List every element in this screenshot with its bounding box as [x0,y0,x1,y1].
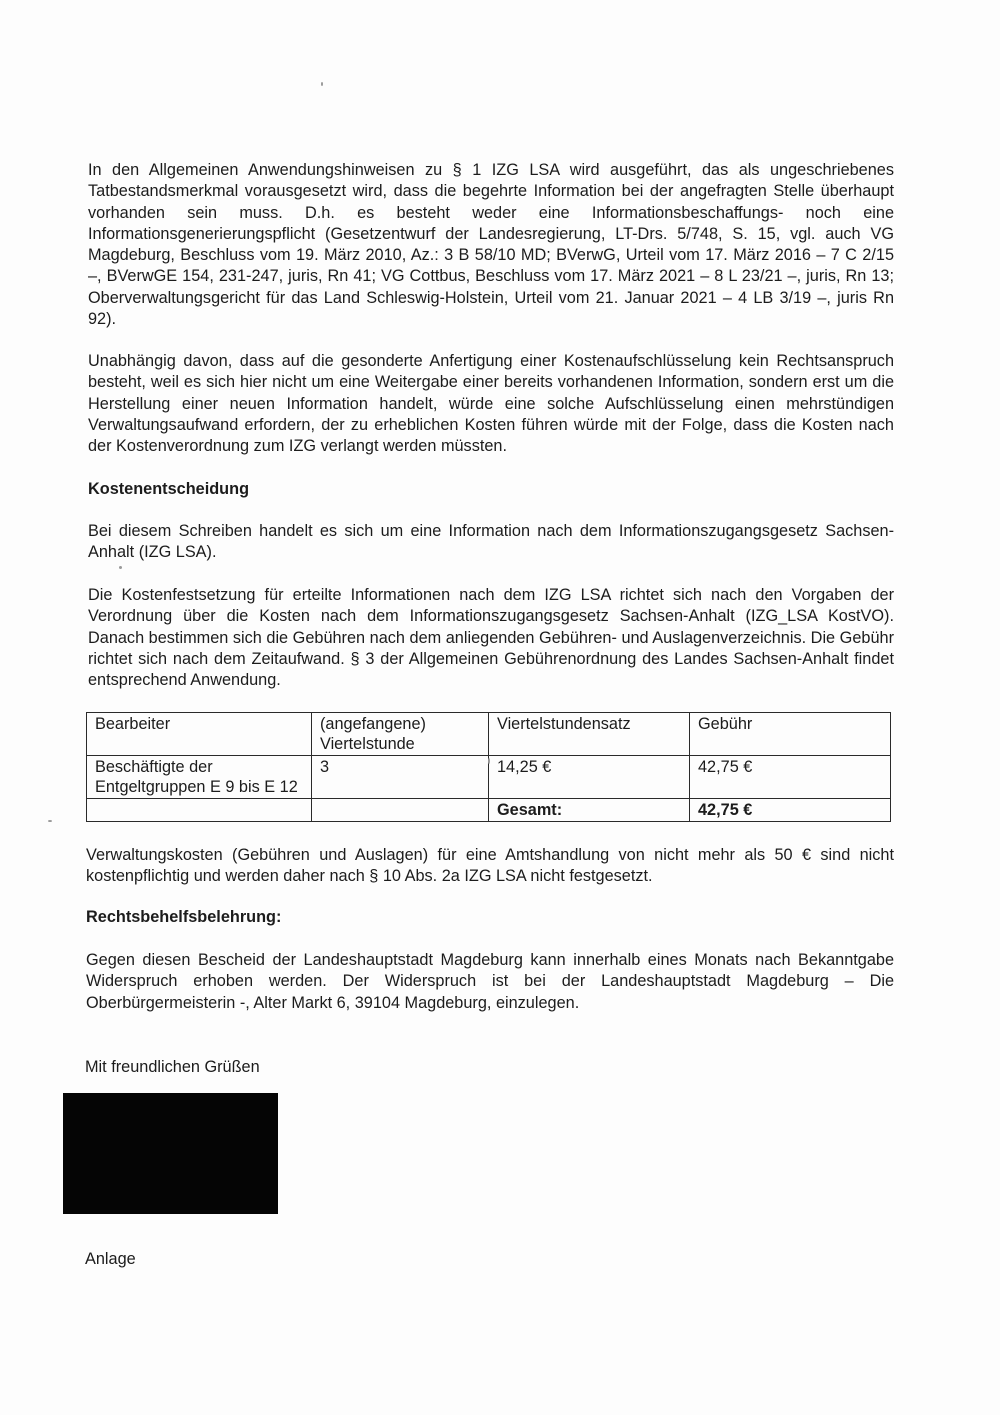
enclosure-label: Anlage [85,1250,136,1268]
cell-viertelstunde: 3 [312,756,489,799]
table-header-row [87,713,891,756]
fee-table [86,712,891,822]
closing-greeting: Mit freundlichen Grüßen [85,1058,260,1076]
paragraph-objection: Gegen diesen Bescheid der Landeshauptstadt Magdeburg kann innerhalb eines Monats nach Bekanntgabe Widerspruch erhoben werden. Der Widerspruch ist bei der Landeshauptstadt Magdeburg – Die Oberbürgermeisterin -, Alter Markt 6, 39104 Magdeburg, einzulegen. [86,951,894,1012]
cell-viertelstundensatz: 14,25 € [489,756,690,799]
heading-rechtsbehelfsbelehrung: Rechtsbehelfsbelehrung: [86,908,282,926]
table-total-row [87,799,891,822]
paragraph-cost-breakdown: Unabhängig davon, dass auf die gesonderte Anfertigung einer Kostenaufschlüsselung kein Rechtsanspruch besteht, weil es sich hier nicht um eine Weitergabe einer bereits vorhandenen Information, sondern erst um die Herstellung einer neuen Information handelt, würde eine solche Aufschlüsselung einen mehrstündigen Verwaltungsaufwand erfordern, der zu erheblichen Kosten führen würde mit der Folge, dass die Kosten nach der Kostenverordnung zum IZG verlangt werden müssten. [88,352,894,456]
scan-speck [321,82,323,86]
header-gebuehr: Gebühr [690,713,891,756]
cell-total-label: Gesamt: [489,799,690,822]
paragraph-information-type: Bei diesem Schreiben handelt es sich um eine Information nach dem Informationszugangsgesetz Sachsen-Anhalt (IZG LSA). [88,522,894,562]
paragraph-izg-hints: In den Allgemeinen Anwendungshinweisen zu § 1 IZG LSA wird ausgeführt, das als ungeschriebenes Tatbestandsmerkmal vorausgesetzt wird, dass die begehrte Information bei der angefragten Stelle überhaupt vorhanden sein muss. D.h. es besteht weder eine Informationsbeschaffungs- noch eine Informationsgenerierungspflicht (Gesetzentwurf der Landesregierung, LT-Drs. 5/748, S. 15, vgl. auch VG Magdeburg, Beschluss vom 19. März 2010, Az.: 3 B 58/10 MD; BVerwG, Urteil vom 17. März 2016 – 7 C 2/15 –, BVerwGE 154, 231-247, juris, Rn 41; VG Cottbus, Beschluss vom 17. März 2021 – 8 L 23/21 –, juris, Rn 13; Oberverwaltungsgericht für das Land Schleswig-Holstein, Urteil vom 21. Januar 2021 – 4 LB 3/19 –, juris Rn 92). [88,161,894,329]
paragraph-cost-assessment: Die Kostenfestsetzung für erteilte Informationen nach dem IZG LSA richtet sich nach den Vorgaben der Verordnung über die Kosten nach dem Informationszugangsgesetz Sachsen-Anhalt (IZG_LSA KostVO). Danach bestimmen sich die Gebühren nach dem anliegenden Gebühren- und Auslagenverzeichnis. Die Gebühr richtet sich nach dem Zeitaufwand. § 3 der Allgemeinen Gebührenordnung des Landes Sachsen-Anhalt findet entsprechend Anwendung. [88,586,894,690]
header-bearbeiter: Bearbeiter [87,713,312,756]
heading-kostenentscheidung: Kostenentscheidung [88,480,250,498]
scan-speck [488,758,490,764]
redacted-signature-block [63,1093,278,1214]
scan-speck [119,566,122,569]
header-viertelstunde: (angefangene) Viertelstunde [312,713,489,756]
scan-speck [48,820,52,822]
header-viertelstundensatz: Viertelstundensatz [489,713,690,756]
cell-total-value: 42,75 € [690,799,891,822]
cell-empty-2 [312,799,489,822]
paragraph-no-fee: Verwaltungskosten (Gebühren und Auslagen) für eine Amtshandlung von nicht mehr als 50 € sind nicht kostenpflichtig und werden daher nach § 10 Abs. 2a IZG LSA nicht festgesetzt. [86,846,894,886]
cell-gebuehr: 42,75 € [690,756,891,799]
cell-empty-1 [87,799,312,822]
cell-bearbeiter: Beschäftigte der Entgeltgruppen E 9 bis E 12 [87,756,312,799]
